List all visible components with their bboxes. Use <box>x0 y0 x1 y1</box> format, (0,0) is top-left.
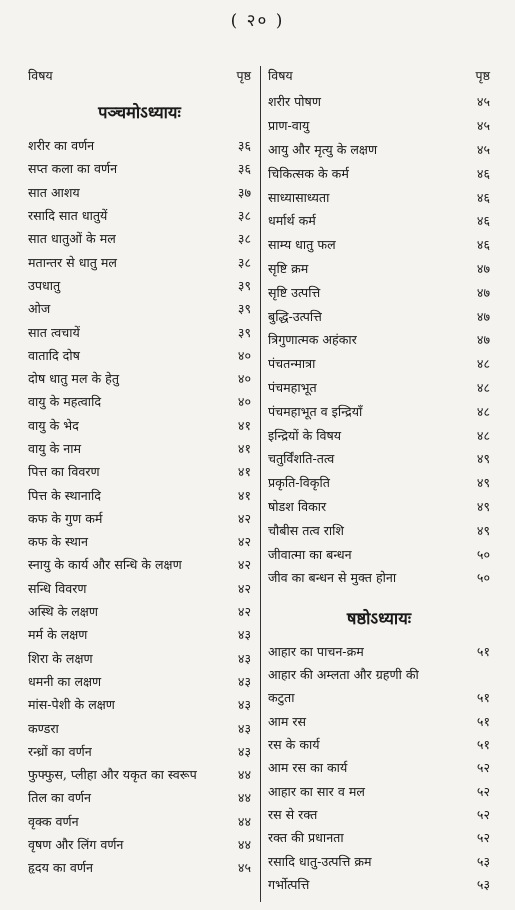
toc-entry <box>268 518 490 542</box>
toc-entry <box>28 250 251 273</box>
subject-header: विषय <box>28 68 53 83</box>
toc-entry <box>268 471 490 495</box>
toc-entry-title: रन्ध्रों का वर्णन <box>28 743 92 759</box>
toc-entry <box>28 134 251 157</box>
toc-entry <box>28 437 251 460</box>
toc-entry-title: सप्त कला का वर्णन <box>28 161 118 177</box>
toc-entry-page: ४८ <box>476 379 490 395</box>
toc-entry-page: ५२ <box>476 783 490 799</box>
toc-entry <box>28 600 251 623</box>
toc-entry <box>28 856 251 879</box>
toc-entry <box>268 849 490 872</box>
toc-entry <box>28 647 251 670</box>
left-column-header <box>28 66 251 86</box>
toc-entry <box>28 274 251 297</box>
toc-entry-page: ४३ <box>237 697 251 713</box>
toc-entry-title: प्राण-वायु <box>268 118 310 134</box>
toc-entry-page: ३८ <box>237 231 251 247</box>
toc-entry <box>268 447 490 471</box>
toc-entry <box>28 623 251 646</box>
toc-entry-page: ५१ <box>476 643 490 659</box>
toc-entry <box>268 780 490 803</box>
toc-entry-page: ३६ <box>237 138 251 154</box>
toc-entry-page: ४१ <box>237 441 251 456</box>
toc-entry <box>28 390 251 413</box>
toc-entry <box>268 257 490 281</box>
toc-entry <box>28 786 251 809</box>
toc-entry-title: हृदय का वर्णन <box>28 860 93 876</box>
toc-entry-page: ४५ <box>476 118 490 134</box>
toc-entry-page: ४१ <box>237 487 251 503</box>
column-divider <box>260 66 261 902</box>
toc-entry <box>268 304 490 328</box>
toc-entry-page: ३६ <box>237 161 251 177</box>
toc-entry-title: षोडश विकार <box>268 498 327 514</box>
toc-entry-page: ५३ <box>476 853 490 869</box>
page-number: ( २० ) <box>230 11 285 31</box>
toc-entry <box>268 640 490 663</box>
toc-entry-page: ४१ <box>237 417 251 433</box>
toc-entry-title: चौबीस तत्व राशि <box>268 522 344 538</box>
toc-entry-title: वृक्क वर्णन <box>28 813 79 829</box>
toc-entry-page: ५३ <box>476 876 490 892</box>
toc-entry <box>268 826 490 849</box>
toc-entry-page: ४९ <box>476 451 490 467</box>
toc-entry-title: कफ के गुण कर्म <box>28 510 103 526</box>
toc-entry-page: ४४ <box>237 837 251 853</box>
toc-entry <box>268 873 490 896</box>
toc-entry-title: कटुता <box>268 690 295 706</box>
toc-entry-title: पंचमहाभूत <box>268 379 317 395</box>
toc-entry <box>268 399 490 423</box>
toc-entry-title: चिकित्सक के कर्म <box>268 165 349 181</box>
right-column-header <box>268 66 490 86</box>
toc-entry <box>268 185 490 209</box>
toc-entry-title: ओज <box>28 301 51 317</box>
toc-entry <box>268 686 490 709</box>
toc-entry-page: ४६ <box>476 237 490 253</box>
toc-entry <box>28 460 251 483</box>
toc-entry-page: ४८ <box>476 403 490 419</box>
toc-entry-title: त्रिगुणात्मक अहंकार <box>268 332 357 348</box>
toc-entry-page: ४३ <box>237 743 251 759</box>
toc-entry-title: पंचमहाभूत व इन्द्रियाँ <box>268 403 363 419</box>
toc-entry-page: ४३ <box>237 720 251 736</box>
toc-entry-page: ४५ <box>476 141 490 157</box>
toc-entry <box>28 810 251 833</box>
toc-entry <box>268 209 490 233</box>
toc-entry-page: ४३ <box>237 650 251 666</box>
toc-entry <box>268 756 490 779</box>
toc-entry-page: ४० <box>237 394 251 410</box>
toc-entry-page: ४९ <box>476 498 490 514</box>
toc-entry-page: ४४ <box>237 767 251 783</box>
toc-entry <box>28 716 251 739</box>
toc-entry <box>28 367 251 390</box>
toc-entry-page: ४९ <box>476 522 490 538</box>
toc-list <box>268 90 490 590</box>
toc-entry-page: ५२ <box>476 760 490 776</box>
toc-entry-page: ४५ <box>237 860 251 876</box>
toc-entry-title: आहार का पाचन-क्रम <box>268 643 364 659</box>
toc-entry <box>268 710 490 733</box>
toc-entry <box>28 181 251 204</box>
toc-entry <box>28 763 251 786</box>
toc-entry-page: ४९ <box>476 475 490 491</box>
toc-entry-page: ४२ <box>237 604 251 620</box>
toc-entry-title: बुद्धि-उत्पत्ति <box>268 308 322 324</box>
toc-entry-page: ४४ <box>237 790 251 806</box>
toc-entry-page: ४४ <box>237 813 251 829</box>
toc-entry-page: ४३ <box>237 627 251 643</box>
toc-entry-title: जीव का बन्धन से मुक्त होना <box>268 570 397 586</box>
toc-entry-title: आम रस का कार्य <box>268 760 348 776</box>
toc-entry-title: मांस-पेशी के लक्षण <box>28 697 115 713</box>
toc-entry-title: वायु के भेद <box>28 417 79 433</box>
right-column <box>268 66 490 896</box>
toc-entry-title: आहार की अम्लता और ग्रहणी की <box>268 667 419 683</box>
toc-entry <box>268 376 490 400</box>
toc-entry-page: ४० <box>237 371 251 387</box>
toc-entry <box>268 280 490 304</box>
toc-entry-page: ४६ <box>476 189 490 205</box>
toc-entry-title: पंचतन्मात्रा <box>268 356 316 372</box>
toc-entry-page: ४७ <box>476 308 490 324</box>
toc-entry-title: सात धातुओं के मल <box>28 231 116 247</box>
toc-entry <box>268 161 490 185</box>
toc-entry <box>268 233 490 257</box>
toc-entry-title: कण्डरा <box>28 720 59 736</box>
toc-entry <box>268 352 490 376</box>
toc-entry <box>268 663 490 686</box>
toc-entry-title: सात आशय <box>28 184 80 200</box>
toc-entry-title: रस से रक्त <box>268 806 318 822</box>
toc-entry-title: रस के कार्य <box>268 737 320 753</box>
toc-entry-page: ५१ <box>476 713 490 729</box>
toc-entry-page: ४२ <box>237 557 251 573</box>
toc-entry-title: आयु और मृत्यु के लक्षण <box>268 141 378 157</box>
toc-entry-title: अस्थि के लक्षण <box>28 604 98 620</box>
toc-entry-title: दोष धातु मल के हेतु <box>28 371 120 387</box>
toc-entry-page: ४७ <box>476 260 490 276</box>
toc-entry-page: ४१ <box>237 464 251 480</box>
toc-entry <box>268 542 490 566</box>
toc-entry-title: कफ के स्थान <box>28 534 89 550</box>
toc-entry-title: चतुर्विंशति-तत्व <box>268 451 335 467</box>
toc-entry-page: ३९ <box>237 277 251 293</box>
toc-entry-title: धमनी का लक्षण <box>28 673 102 689</box>
toc-entry-page: ४३ <box>237 673 251 689</box>
toc-entry-title: सात त्वचायें <box>28 324 80 340</box>
toc-entry-title: प्रकृति-विकृति <box>268 475 330 491</box>
toc-entry <box>28 740 251 763</box>
page-header: पृष्ठ <box>236 68 251 83</box>
toc-entry-title: फुफ्फुस, प्लीहा और यकृत का स्वरूप <box>28 767 197 783</box>
toc-entry-page: ४५ <box>476 94 490 110</box>
toc-entry-title: वायु के महत्वादि <box>28 394 102 410</box>
toc-entry-page: ५१ <box>476 690 490 706</box>
toc-entry <box>268 90 490 114</box>
toc-entry-title: पित्त के स्थानादि <box>28 487 101 503</box>
toc-entry-page: ३८ <box>237 208 251 224</box>
toc-entry <box>28 577 251 600</box>
toc-entry-page: ५२ <box>476 830 490 846</box>
toc-entry <box>28 157 251 180</box>
toc-entry-page: ४८ <box>476 356 490 372</box>
toc-entry-title: रसादि धातु-उत्पत्ति क्रम <box>268 853 372 869</box>
toc-entry <box>28 320 251 343</box>
toc-entry-title: आहार का सार व मल <box>268 783 365 799</box>
toc-entry <box>268 328 490 352</box>
toc-entry-title: पित्त का विवरण <box>28 464 100 480</box>
toc-entry-title: सृष्टि उत्पत्ति <box>268 284 321 300</box>
toc-entry <box>268 495 490 519</box>
toc-entry-page: ३९ <box>237 301 251 317</box>
toc-entry-title: आम रस <box>268 713 307 729</box>
toc-entry-page: ५० <box>476 570 490 586</box>
toc-entry <box>268 566 490 590</box>
toc-entry-title: शिरा के लक्षण <box>28 650 93 666</box>
toc-entry-page: ४२ <box>237 510 251 526</box>
toc-entry <box>28 670 251 693</box>
toc-entry <box>268 803 490 826</box>
toc-entry-title: रक्त की प्रधानता <box>268 830 344 846</box>
toc-entry-title: मर्म के लक्षण <box>28 627 88 643</box>
toc-entry-title: वातादि दोष <box>28 347 80 363</box>
toc-entry-title: शरीर पोषण <box>268 94 321 110</box>
toc-entry-page: ५२ <box>476 806 490 822</box>
toc-entry-page: ३९ <box>237 324 251 340</box>
toc-entry-title: रसादि सात धातुयें <box>28 208 108 224</box>
toc-entry-title: साध्यासाध्यता <box>268 189 330 205</box>
toc-entry-title: तिल का वर्णन <box>28 790 92 806</box>
toc-entry-page: ४७ <box>476 332 490 348</box>
chapter-title: षष्ठोऽध्यायः <box>346 608 412 628</box>
toc-entry-title: धर्मार्थ कर्म <box>268 213 316 229</box>
toc-entry-title: उपधातु <box>28 277 61 293</box>
toc-entry-title: जीवात्मा का बन्धन <box>268 546 352 562</box>
toc-entry-title: वायु के नाम <box>28 441 82 456</box>
toc-entry-title: इन्द्रियों के विषय <box>268 427 342 443</box>
toc-entry <box>28 833 251 856</box>
toc-entry <box>28 414 251 437</box>
toc-entry-title: वृषण और लिंग वर्णन <box>28 837 124 853</box>
toc-entry <box>28 227 251 250</box>
toc-entry-title: शरीर का वर्णन <box>28 138 95 154</box>
toc-entry-page: ३७ <box>237 184 251 200</box>
page-header: पृष्ठ <box>475 68 490 83</box>
chapter-title: पञ्चमोऽध्यायः <box>98 103 181 122</box>
toc-entry-title: साम्य धातु फल <box>268 237 336 253</box>
toc-entry-page: ४७ <box>476 284 490 300</box>
toc-entry <box>268 114 490 138</box>
toc-entry-page: ४६ <box>476 213 490 229</box>
toc-list <box>28 134 251 880</box>
toc-entry <box>28 344 251 367</box>
toc-entry <box>268 138 490 162</box>
toc-entry-title: स्नायु के कार्य और सन्धि के लक्षण <box>28 557 182 573</box>
toc-entry <box>28 553 251 576</box>
toc-entry <box>28 530 251 553</box>
toc-entry-page: ५० <box>476 546 490 562</box>
toc-entry <box>28 693 251 716</box>
toc-entry <box>28 507 251 530</box>
toc-entry-page: ४० <box>237 347 251 363</box>
toc-entry-page: ४२ <box>237 534 251 550</box>
toc-entry <box>28 204 251 227</box>
toc-entry-page: ४८ <box>476 427 490 443</box>
toc-entry <box>28 483 251 506</box>
toc-list <box>268 640 490 896</box>
subject-header: विषय <box>268 68 293 83</box>
toc-entry-title: मतान्तर से धातु मल <box>28 254 117 270</box>
toc-entry <box>28 297 251 320</box>
toc-entry <box>268 733 490 756</box>
toc-entry-page: ५१ <box>476 737 490 753</box>
toc-entry-page: ४६ <box>476 165 490 181</box>
toc-entry-title: गर्भोत्पत्ति <box>268 876 310 892</box>
toc-entry-title: सन्धि विवरण <box>28 580 87 596</box>
toc-entry-page: ४२ <box>237 580 251 596</box>
toc-entry-page: ३८ <box>237 254 251 270</box>
toc-entry-title: सृष्टि क्रम <box>268 260 309 276</box>
toc-entry <box>268 423 490 447</box>
left-column <box>28 66 251 880</box>
